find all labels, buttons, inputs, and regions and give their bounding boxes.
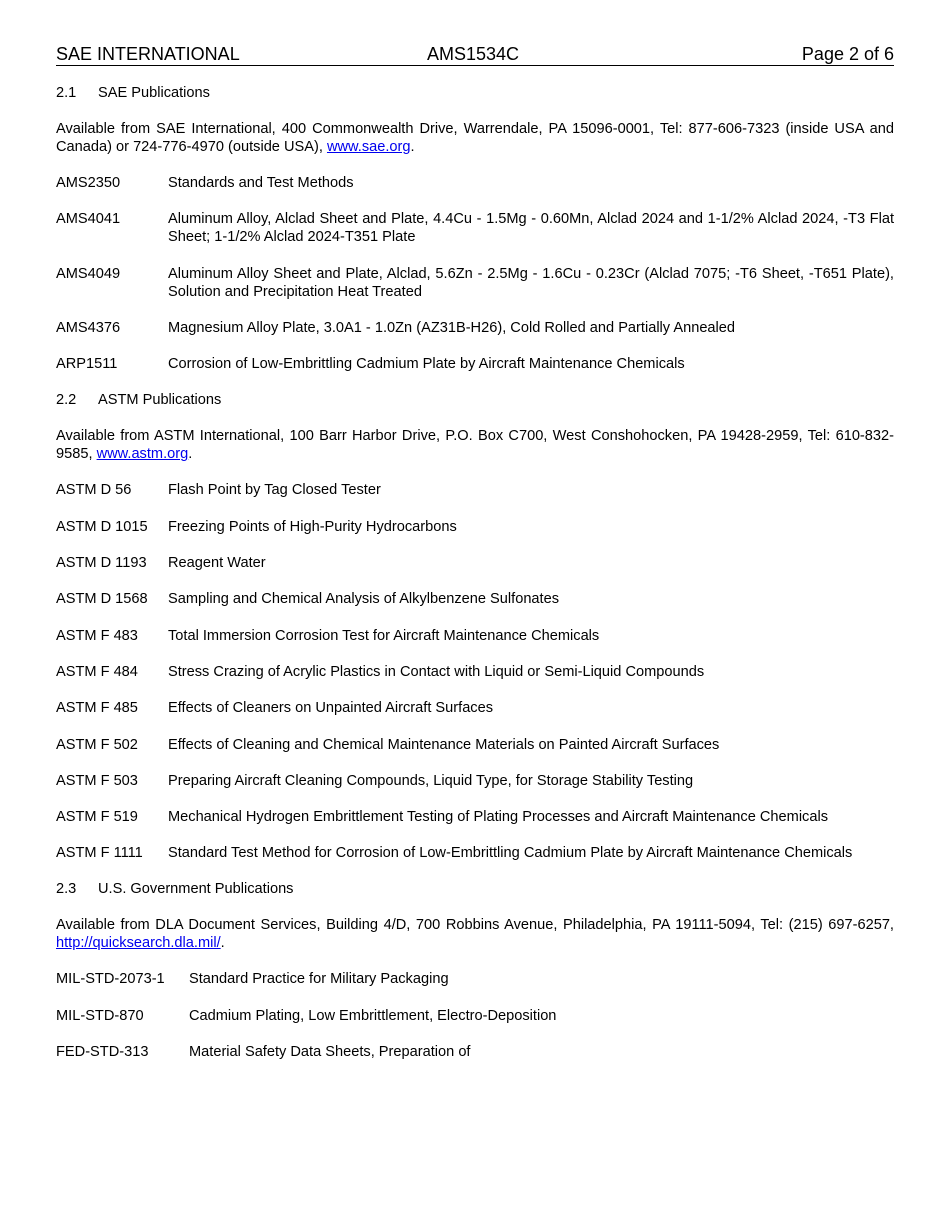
reference-title: Preparing Aircraft Cleaning Compounds, Liquid Type, for Storage Stability Testing — [168, 772, 694, 789]
reference-title: Mechanical Hydrogen Embrittlement Testing of Plating Processes and Aircraft Maintenance Chemicals — [168, 809, 829, 826]
reference-title: Corrosion of Low-Embrittling Cadmium Plate by Aircraft Maintenance Chemicals — [168, 356, 685, 373]
reference-entry — [56, 844, 894, 862]
availability-text: Available from DLA Document Services, Building 4/D, 700 Robbins Avenue, Philadelphia, PA 19111-5094, Tel: (215) 697-6257, — [56, 917, 894, 934]
reference-code: ASTM D 1568 — [56, 591, 148, 608]
reference-code: ASTM D 1193 — [56, 555, 147, 572]
reference-code: ASTM F 485 — [56, 700, 138, 717]
reference-entry — [56, 1007, 894, 1025]
section-number: 2.2 — [56, 392, 77, 409]
reference-entry — [56, 808, 894, 826]
availability-text: Available from ASTM International, 100 Barr Harbor Drive, P.O. Box C700, West Conshohocken, PA 19428-2959, Tel: 610-832-9585, — [56, 428, 894, 463]
reference-title: Aluminum Alloy, Alclad Sheet and Plate, 4.4Cu - 1.5Mg - 0.60Mn, Alclad 2024 and 1-1/2% Alclad 2024, -T3 Flat Sheet; 1-1/2% Alclad 2024-T351 Plate — [168, 211, 894, 246]
reference-code: ASTM D 56 — [56, 482, 132, 499]
reference-title: Material Safety Data Sheets, Preparation of — [189, 1044, 471, 1061]
reference-title: Sampling and Chemical Analysis of Alkylbenzene Sulfonates — [168, 591, 560, 608]
reference-title: Freezing Points of High-Purity Hydrocarbons — [168, 518, 457, 535]
section-heading-2-2 — [56, 391, 894, 409]
reference-title: Cadmium Plating, Low Embrittlement, Electro-Deposition — [189, 1007, 557, 1024]
sae-availability-paragraph — [56, 120, 894, 156]
reference-title: Total Immersion Corrosion Test for Aircraft Maintenance Chemicals — [168, 627, 600, 644]
reference-entry — [56, 481, 894, 499]
section-heading-2-3 — [56, 880, 894, 898]
reference-code: ARP1511 — [56, 356, 118, 373]
reference-entry — [56, 970, 894, 988]
dla-quicksearch-link[interactable]: http://quicksearch.dla.mil/ — [56, 935, 221, 952]
dla-availability-paragraph — [56, 916, 894, 952]
reference-code: ASTM F 502 — [56, 736, 138, 753]
reference-code: ASTM F 519 — [56, 809, 138, 826]
reference-entry — [56, 772, 894, 790]
reference-entry — [56, 663, 894, 681]
reference-code: ASTM F 483 — [56, 627, 138, 644]
reference-entry — [56, 355, 894, 373]
sentence-end: . — [410, 139, 415, 155]
document-body — [56, 84, 894, 1079]
sentence-end: . — [220, 935, 225, 952]
reference-title: Standards and Test Methods — [168, 175, 354, 191]
astm-website-link[interactable]: www.astm.org — [96, 446, 189, 463]
availability-text: Available from SAE International, 400 Commonwealth Drive, Warrendale, PA 15096-0001, Tel: 877-606-7323 (inside USA and Canada) or 724-776-4970 (outside USA), — [56, 121, 894, 155]
reference-title: Reagent Water — [168, 555, 266, 572]
header-organization: SAE INTERNATIONAL — [56, 44, 240, 64]
section-title: U.S. Government Publications — [98, 881, 294, 898]
reference-entry — [56, 1043, 894, 1061]
reference-title: Standard Test Method for Corrosion of Low-Embrittling Cadmium Plate by Aircraft Maintenance Chemicals — [168, 845, 853, 862]
reference-title: Effects of Cleaning and Chemical Maintenance Materials on Painted Aircraft Surfaces — [168, 736, 720, 753]
reference-code: AMS4049 — [56, 265, 121, 282]
reference-entry — [56, 590, 894, 608]
reference-entry — [56, 265, 894, 301]
section-title: ASTM Publications — [98, 392, 222, 409]
reference-code: ASTM D 1015 — [56, 518, 148, 535]
reference-entry — [56, 319, 894, 337]
reference-code: AMS4041 — [56, 211, 121, 228]
reference-entry — [56, 210, 894, 246]
reference-code: ASTM F 484 — [56, 663, 138, 680]
section-number: 2.3 — [56, 881, 77, 898]
reference-title: Aluminum Alloy Sheet and Plate, Alclad, 5.6Zn - 2.5Mg - 1.6Cu - 0.23Cr (Alclad 7075; -T6 Sheet, -T651 Plate), Solution and Precipitation Heat Treated — [168, 265, 894, 300]
sae-website-link[interactable]: www.sae.org — [326, 139, 411, 155]
section-heading-2-1 — [56, 84, 894, 102]
sentence-end: . — [188, 446, 193, 463]
reference-entry — [56, 554, 894, 572]
reference-title: Magnesium Alloy Plate, 3.0A1 - 1.0Zn (AZ31B-H26), Cold Rolled and Partially Annealed — [168, 319, 736, 336]
reference-code: AMS4376 — [56, 319, 121, 336]
header-document-number: AMS1534C — [427, 44, 520, 64]
reference-title: Stress Crazing of Acrylic Plastics in Contact with Liquid or Semi-Liquid Compounds — [168, 663, 705, 680]
running-header — [56, 44, 894, 66]
section-title: SAE Publications — [98, 85, 210, 101]
reference-title: Flash Point by Tag Closed Tester — [168, 482, 381, 499]
reference-entry — [56, 699, 894, 717]
reference-code: MIL-STD-870 — [56, 1007, 144, 1024]
reference-entry — [56, 627, 894, 645]
reference-code: ASTM F 503 — [56, 772, 138, 789]
section-number: 2.1 — [56, 85, 77, 101]
reference-title: Effects of Cleaners on Unpainted Aircraft Surfaces — [168, 700, 494, 717]
reference-entry — [56, 736, 894, 754]
reference-code: FED-STD-313 — [56, 1044, 149, 1061]
reference-code: MIL-STD-2073-1 — [56, 971, 165, 988]
header-page-number: Page 2 of 6 — [801, 44, 894, 64]
reference-title: Standard Practice for Military Packaging — [189, 971, 449, 988]
reference-code: AMS2350 — [56, 175, 121, 191]
astm-availability-paragraph — [56, 427, 894, 463]
reference-code: ASTM F 1111 — [56, 845, 143, 862]
reference-entry — [56, 174, 894, 192]
reference-entry — [56, 518, 894, 536]
